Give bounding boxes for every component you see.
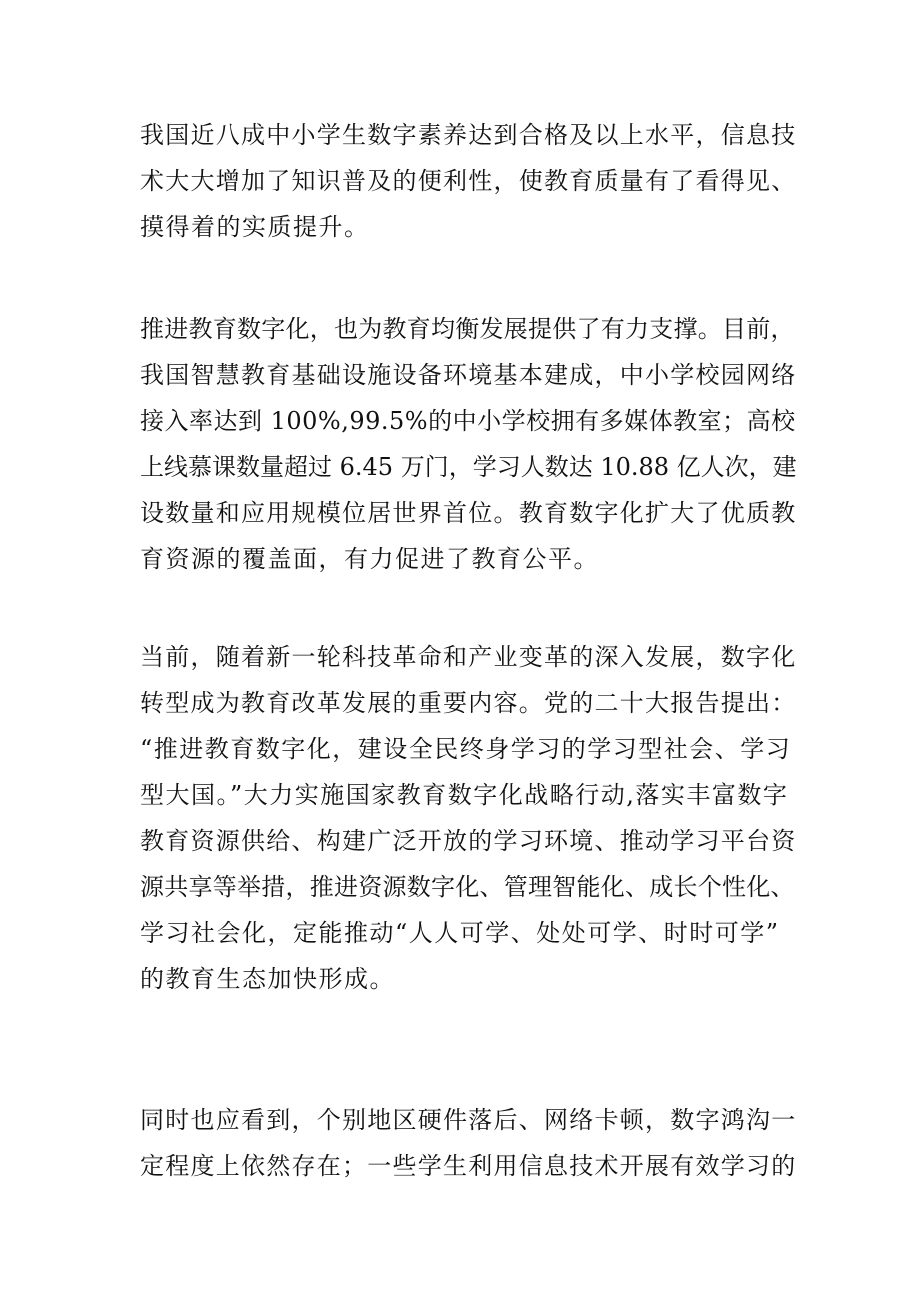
text-line: 术大大增加了知识普及的便利性，使教育质量有了看得见、 xyxy=(140,167,797,195)
text-line: 育资源的覆盖面，有力促进了教育公平。 xyxy=(140,545,599,573)
text-line: 教育资源供给、构建广泛开放的学习环境、推动学习平台资 xyxy=(140,827,797,855)
text-line: 转型成为教育改革发展的重要内容。党的二十大报告提出： xyxy=(140,689,797,717)
text-line: 我国近八成中小学生数字素养达到合格及以上水平，信息技 xyxy=(140,121,797,149)
text-line: 源共享等举措，推进资源数字化、管理智能化、成长个性化、 xyxy=(140,873,795,901)
text-line: 摸得着的实质提升。 xyxy=(140,213,370,241)
paragraph-2 xyxy=(140,306,800,582)
text-line: 上线慕课数量超过 6.45 万门，学习人数达 10.88 亿人次，建 xyxy=(140,453,797,481)
text-line: 的教育生态加快形成。 xyxy=(140,965,395,993)
text-line: 推进教育数字化，也为教育均衡发展提供了有力支撑。目前， xyxy=(140,315,795,343)
text-line: 我国智慧教育基础设施设备环境基本建成，中小学校园网络 xyxy=(140,361,797,389)
text-line: 学习社会化，定能推动“人人可学、处处可学、时时可学” xyxy=(140,919,780,947)
text-line: “推进教育数字化，建设全民终身学习的学习型社会、学习 xyxy=(140,735,792,763)
paragraph-4 xyxy=(140,1097,800,1189)
paragraph-3 xyxy=(140,634,800,1002)
text-line: 型大国。”大力实施国家教育数字化战略行动,落实丰富数字 xyxy=(140,781,789,809)
paragraph-1 xyxy=(140,112,800,250)
text-line: 接入率达到 100%,99.5%的中小学校拥有多媒体教室；高校 xyxy=(140,407,796,435)
text-line: 定程度上依然存在；一些学生利用信息技术开展有效学习的 xyxy=(140,1152,797,1180)
text-line: 设数量和应用规模位居世界首位。教育数字化扩大了优质教 xyxy=(140,499,797,527)
text-line: 同时也应看到，个别地区硬件落后、网络卡顿，数字鸿沟一 xyxy=(140,1106,797,1134)
text-line: 当前，随着新一轮科技革命和产业变革的深入发展，数字化 xyxy=(140,643,797,671)
